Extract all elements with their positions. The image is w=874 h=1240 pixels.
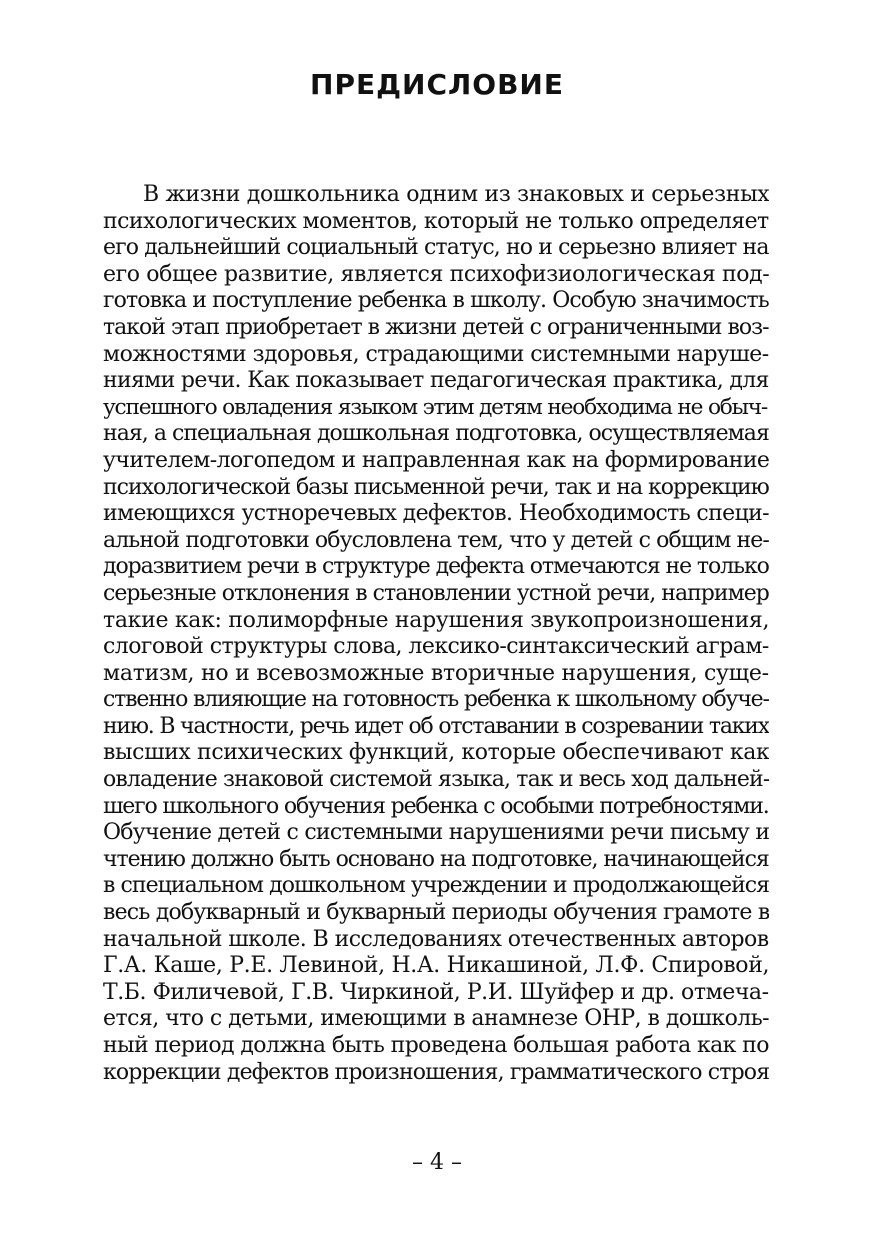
preface-paragraph [103,182,769,1086]
text-line: такие как: полиморфные нарушения звукопроизношения, [103,607,769,633]
text-line: доразвитием речи в структуре дефекта отмечаются не только [103,554,769,580]
text-line: весь добукварный и букварный периоды обучения грамоте в [103,900,769,926]
page-number: – 4 – [412,1150,462,1175]
text-line: начальной школе. В исследованиях отечественных авторов [103,926,769,952]
text-line: такой этап приобретает в жизни детей с ограниченными воз- [103,314,769,340]
text-line: альной подготовки обусловлена тем, что у детей с общим не- [103,527,769,553]
text-line: успешного овладения языком этим детям необходима не обыч- [103,394,767,420]
text-line: его дальнейший социальный статус, но и серьезно влияет на [103,235,769,261]
page-title: ПРЕДИСЛОВИЕ [310,68,564,101]
text-line: учителем-логопедом и направленная как на формирование [103,447,769,473]
text-line: высших психических функций, которые обеспечивают как [103,740,769,766]
text-line: в специальном дошкольном учреждении и продолжающейся [103,873,769,899]
text-line: нию. В частности, речь идет об отставании в созревании таких [103,713,769,739]
text-line: можностями здоровья, страдающими системными наруше- [103,341,769,367]
text-line: имеющихся устноречевых дефектов. Необходимость специ- [103,501,769,527]
text-line: матизм, но и всевозможные вторичные нарушения, суще- [103,660,769,686]
text-line: ется, что с детьми, имеющими в анамнезе ОНР, в дошколь- [103,1006,769,1032]
text-line: Г.А. Каше, Р.Е. Левиной, Н.А. Никашиной, Л.Ф. Спировой, [103,953,769,979]
text-line: его общее развитие, является психофизиологическая под- [103,261,769,287]
text-line: психологической базы письменной речи, так и на коррекцию [103,474,769,500]
text-line: овладение знаковой системой языка, так и весь ход дальней- [103,767,769,793]
text-line: серьезные отклонения в становлении устной речи, например [103,580,769,606]
text-line: ственно влияющие на готовность ребенка к школьному обуче- [103,687,769,713]
text-line: В жизни дошкольника одним из знаковых и серьезных [143,182,769,207]
text-line: чтению должно быть основано на подготовке, начинающейся [103,846,769,872]
text-line: коррекции дефектов произношения, грамматического строя [103,1059,769,1085]
text-line: психологических моментов, который не только определяет [103,208,769,234]
text-line: слоговой структуры слова, лексико-синтаксический аграм- [103,634,769,660]
text-line: ная, а специальная дошкольная подготовка, осуществляемая [103,421,769,447]
text-line: Обучение детей с системными нарушениями речи письму и [103,820,769,846]
text-line: ниями речи. Как показывает педагогическая практика, для [103,368,769,394]
text-line: ный период должна быть проведена большая работа как по [103,1033,769,1058]
text-line: шего школьного обучения ребенка с особыми потребностями. [103,793,769,819]
text-line: Т.Б. Филичевой, Г.В. Чиркиной, Р.И. Шуйфер и др. отмеча- [103,979,769,1005]
text-line: готовка и поступление ребенка в школу. Особую значимость [103,288,769,314]
